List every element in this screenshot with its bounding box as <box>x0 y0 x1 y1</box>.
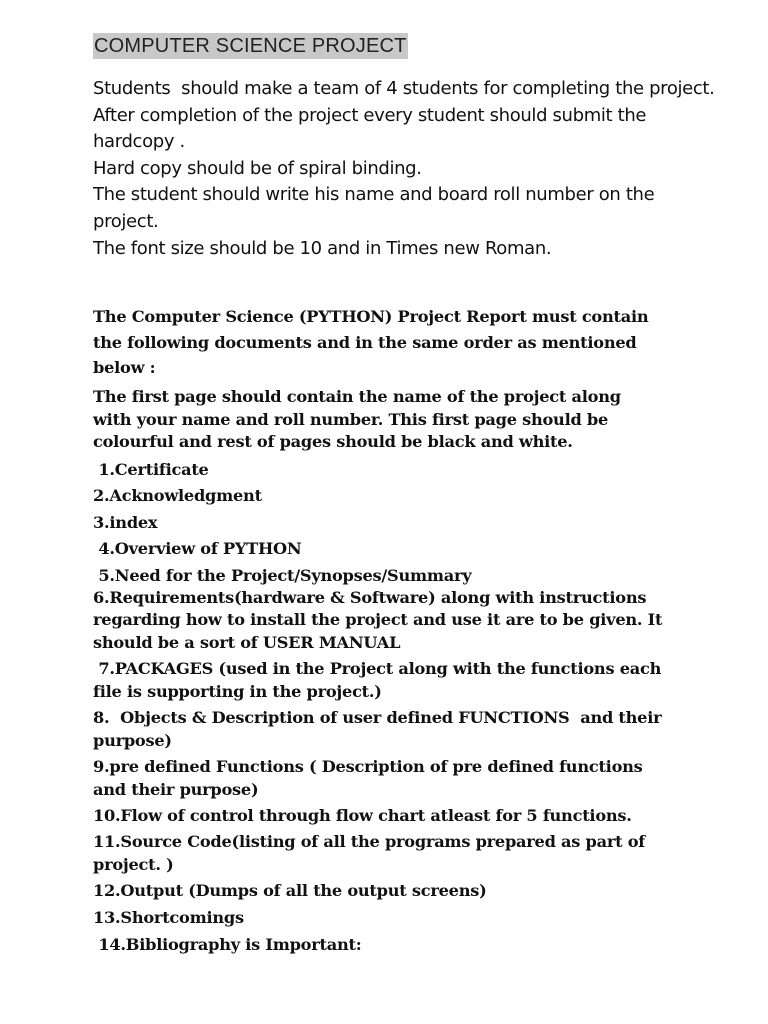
requirement-heading-text: The Computer Science (PYTHON) Project Report must contain the following documents and in the same order as mentioned below : <box>93 307 649 377</box>
list-item: 13.Shortcomings <box>93 908 244 928</box>
first-page-note-text: The first page should contain the name of the project along with your name and roll number. This first page should be colourful and rest of pages should be black and white. <box>93 387 621 452</box>
list-item: 9.pre defined Functions ( Description of pre defined functions and their purpose) <box>93 757 648 799</box>
list-item: 14.Bibliography is Important: <box>93 935 362 955</box>
instruction-team: Students should make a team of 4 students for completing the project. <box>93 78 715 99</box>
instruction-hardcopy: After completion of the project every student should submit the hardcopy . <box>93 104 652 153</box>
list-item: 6.Requirements(hardware & Software) along with instructions regarding how to install the project and use it are to be given. It should be a sort of USER MANUAL <box>93 587 668 652</box>
list-item: 4.Overview of PYTHON <box>93 539 302 559</box>
list-item: 8. Objects & Description of user defined FUNCTIONS and their purpose) <box>93 708 667 750</box>
first-page-note <box>93 386 658 454</box>
list-item: 5.Need for the Project/Synopses/Summary <box>93 565 472 585</box>
list-item: 12.Output (Dumps of all the output screens) <box>93 881 487 901</box>
list-item: 3.index <box>93 512 158 532</box>
instruction-name-roll: The student should write his name and board roll number on the project. <box>93 184 660 232</box>
list-item: 7.PACKAGES (used in the Project along with the functions each file is supporting in the project.) <box>93 659 667 701</box>
page-title: COMPUTER SCIENCE PROJECT <box>94 35 407 57</box>
list-item: 2.Acknowledgment <box>93 486 262 506</box>
instruction-binding: Hard copy should be of spiral binding. <box>93 157 422 179</box>
instruction-font: The font size should be 10 and in Times new Roman. <box>93 237 552 259</box>
list-item: 1.Certificate <box>93 460 209 479</box>
list-item: 11.Source Code(listing of all the programs prepared as part of project. ) <box>93 832 651 874</box>
document-order-list <box>93 458 668 957</box>
requirement-heading <box>93 304 653 381</box>
list-item: 10.Flow of control through flow chart atleast for 5 functions. <box>93 806 632 826</box>
intro-instructions <box>93 76 723 262</box>
